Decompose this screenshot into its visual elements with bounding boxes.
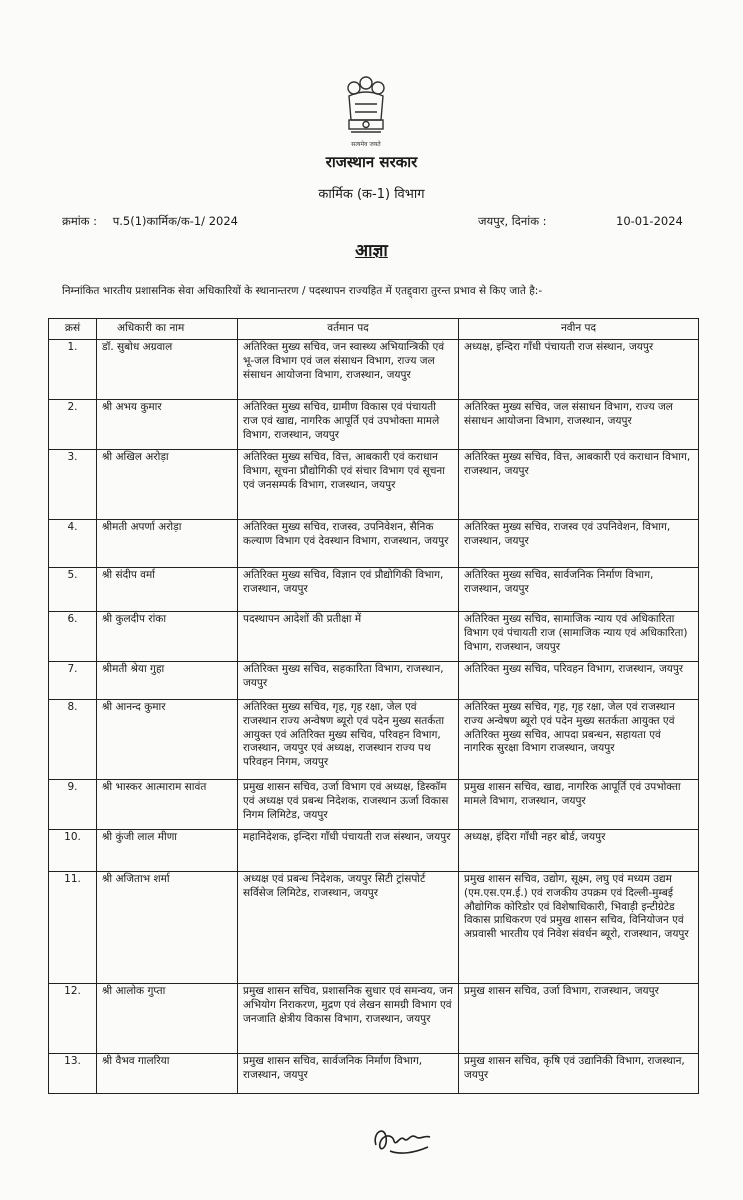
table-row (49, 829, 699, 871)
serial-number-cell: 7. (49, 661, 97, 699)
order-title: आज्ञा (355, 241, 388, 261)
serial-number-cell: 9. (49, 779, 97, 829)
officer-name-cell: श्रीमती श्रेया गुहा (97, 661, 238, 699)
current-post-cell: अतिरिक्त मुख्य सचिव, सहकारिता विभाग, राजस्थान, जयपुर (238, 661, 459, 699)
officer-name-cell: श्री आनन्द कुमार (97, 699, 238, 779)
transfer-table (48, 318, 699, 1094)
new-post-cell: अध्यक्ष, इंदिरा गाँधी नहर बोर्ड, जयपुर (459, 829, 699, 871)
new-post-cell: अतिरिक्त मुख्य सचिव, वित्त, आबकारी एवं कराधान विभाग, राजस्थान, जयपुर (459, 449, 699, 519)
serial-number-cell: 4. (49, 519, 97, 567)
current-post-cell: अध्यक्ष एवं प्रबन्ध निदेशक, जयपुर सिटी ट्रांसपोर्ट सर्विसेज लिमिटेड, राजस्थान, जयपुर (238, 871, 459, 983)
column-header-new-post: नवीन पद (459, 319, 699, 340)
svg-text:सत्यमेव जयते: सत्यमेव जयते (351, 141, 381, 148)
serial-number-cell: 2. (49, 399, 97, 449)
serial-number-cell: 6. (49, 611, 97, 661)
serial-number-cell: 13. (49, 1053, 97, 1093)
place-date-label: जयपुर, दिनांक : (478, 214, 547, 228)
officer-name-cell: श्रीमती अपर्णा अरोड़ा (97, 519, 238, 567)
serial-number-cell: 5. (49, 567, 97, 611)
new-post-cell: अध्यक्ष, इन्दिरा गाँधी पंचायती राज संस्थान, जयपुर (459, 339, 699, 399)
serial-number-cell: 3. (49, 449, 97, 519)
officer-name-cell: श्री वैभव गालरिया (97, 1053, 238, 1093)
table-row (49, 1053, 699, 1093)
state-emblem-icon (341, 74, 391, 152)
officer-name-cell: श्री अजिताभ शर्मा (97, 871, 238, 983)
column-header-officer-name: अधिकारी का नाम (97, 319, 238, 340)
new-post-cell: अतिरिक्त मुख्य सचिव, परिवहन विभाग, राजस्थान, जयपुर (459, 661, 699, 699)
table-row (49, 871, 699, 983)
current-post-cell: अतिरिक्त मुख्य सचिव, गृह, गृह रक्षा, जेल एवं राजस्थान राज्य अन्वेषण ब्यूरो एवं पदेन मुख्य सतर्कता आयुक्त एवं अतिरिक्त मुख्य सचिव, परिवहन विभाग, राजस्थान, जयपुर एवं अध्यक्ष, राजस्थान राज्य पथ परिवहन निगम, जयपुर (238, 699, 459, 779)
officer-name-cell: श्री कुलदीप रांका (97, 611, 238, 661)
officer-name-cell: श्री अभय कुमार (97, 399, 238, 449)
serial-number-cell: 10. (49, 829, 97, 871)
serial-number-cell: 8. (49, 699, 97, 779)
table-row (49, 661, 699, 699)
serial-number-cell: 12. (49, 983, 97, 1053)
new-post-cell: प्रमुख शासन सचिव, उद्योग, सूक्ष्म, लघु एवं मध्यम उद्यम (एम.एस.एम.ई.) एवं राजकीय उपक्रम एवं दिल्ली-मुम्बई औद्योगिक कोरिडोर एवं विशेषाधिकारी, भिवाड़ी इन्टीग्रेटेड विकास प्राधिकरण एवं प्रमुख शासन सचिव, विनियोजन एवं अप्रवासी भारतीय एवं निवेश संवर्धन ब्यूरो, राजस्थान, जयपुर (459, 871, 699, 983)
current-post-cell: प्रमुख शासन सचिव, उर्जा विभाग एवं अध्यक्ष, डिस्कॉम एवं अध्यक्ष एवं प्रबन्ध निदेशक, राजस्थान ऊर्जा विकास निगम लिमिटेड, जयपुर (238, 779, 459, 829)
new-post-cell: प्रमुख शासन सचिव, कृषि एवं उद्यानिकी विभाग, राजस्थान, जयपुर (459, 1053, 699, 1093)
column-header-serial: क्रसं (49, 319, 97, 340)
serial-number-cell: 11. (49, 871, 97, 983)
table-row (49, 779, 699, 829)
new-post-cell: प्रमुख शासन सचिव, उर्जा विभाग, राजस्थान, जयपुर (459, 983, 699, 1053)
government-name: राजस्थान सरकार (325, 153, 418, 171)
current-post-cell: अतिरिक्त मुख्य सचिव, जन स्वास्थ्य अभियान्त्रिकी एवं भू-जल विभाग एवं जल संसाधन विभाग, राज्य जल संसाधन आयोजना विभाग, राजस्थान, जयपुर (238, 339, 459, 399)
table-row (49, 983, 699, 1053)
current-post-cell: महानिदेशक, इन्दिरा गाँधी पंचायती राज संस्थान, जयपुर (238, 829, 459, 871)
officer-name-cell: श्री आलोक गुप्ता (97, 983, 238, 1053)
officer-name-cell: श्री भास्कर आत्माराम सावंत (97, 779, 238, 829)
new-post-cell: प्रमुख शासन सचिव, खाद्य, नागरिक आपूर्ति एवं उपभोक्ता मामले विभाग, राजस्थान, जयपुर (459, 779, 699, 829)
current-post-cell: अतिरिक्त मुख्य सचिव, वित्त, आबकारी एवं कराधान विभाग, सूचना प्रौद्योगिकी एवं संचार विभाग एवं सूचना एवं जनसम्पर्क विभाग, राजस्थान, जयपुर (238, 449, 459, 519)
signature (370, 1115, 440, 1160)
column-header-current-post: वर्तमान पद (238, 319, 459, 340)
serial-number-cell: 1. (49, 339, 97, 399)
current-post-cell: अतिरिक्त मुख्य सचिव, राजस्व, उपनिवेशन, सैनिक कल्याण विभाग एवं देवस्थान विभाग, राजस्थान, जयपुर (238, 519, 459, 567)
table-row (49, 519, 699, 567)
current-post-cell: प्रमुख शासन सचिव, प्रशासनिक सुधार एवं समन्वय, जन अभियोग निराकरण, मुद्रण एवं लेखन सामग्री विभाग एवं जनजाति क्षेत्रीय विकास विभाग, राजस्थान, जयपुर (238, 983, 459, 1053)
table-row (49, 699, 699, 779)
department-name: कार्मिक (क-1) विभाग (318, 187, 425, 202)
table-row (49, 449, 699, 519)
current-post-cell: अतिरिक्त मुख्य सचिव, ग्रामीण विकास एवं पंचायती राज एवं खाद्य, नागरिक आपूर्ति एवं उपभोक्ता मामले विभाग, राजस्थान, जयपुर (238, 399, 459, 449)
new-post-cell: अतिरिक्त मुख्य सचिव, गृह, गृह रक्षा, जेल एवं राजस्थान राज्य अन्वेषण ब्यूरो एवं पदेन मुख्य सतर्कता आयुक्त एवं अतिरिक्त मुख्य सचिव, आपदा प्रबन्धन, सहायता एवं नागरिक सुरक्षा विभाग राजस्थान, जयपुर (459, 699, 699, 779)
new-post-cell: अतिरिक्त मुख्य सचिव, सामाजिक न्याय एवं अधिकारिता विभाग एवं पंचायती राज (सामाजिक न्याय एवं अधिकारिता) विभाग, राजस्थान, जयपुर (459, 611, 699, 661)
officer-name-cell: डॉ. सुबोध अग्रवाल (97, 339, 238, 399)
table-row (49, 399, 699, 449)
new-post-cell: अतिरिक्त मुख्य सचिव, सार्वजनिक निर्माण विभाग, राजस्थान, जयपुर (459, 567, 699, 611)
current-post-cell: प्रमुख शासन सचिव, सार्वजनिक निर्माण विभाग, राजस्थान, जयपुर (238, 1053, 459, 1093)
order-date: 10-01-2024 (616, 214, 683, 228)
table-row (49, 339, 699, 399)
officer-name-cell: श्री कुंजी लाल मीणा (97, 829, 238, 871)
table-row (49, 567, 699, 611)
new-post-cell: अतिरिक्त मुख्य सचिव, राजस्व एवं उपनिवेशन, विभाग, राजस्थान, जयपुर (459, 519, 699, 567)
current-post-cell: पदस्थापन आदेशों की प्रतीक्षा में (238, 611, 459, 661)
officer-name-cell: श्री अखिल अरोड़ा (97, 449, 238, 519)
table-row (49, 611, 699, 661)
table-header-row (49, 319, 699, 340)
officer-name-cell: श्री संदीप वर्मा (97, 567, 238, 611)
reference-number: क्रमांक : प.5(1)कार्मिक/क-1/ 2024 (62, 214, 238, 228)
new-post-cell: अतिरिक्त मुख्य सचिव, जल संसाधन विभाग, राज्य जल संसाधन आयोजना विभाग, राजस्थान, जयपुर (459, 399, 699, 449)
current-post-cell: अतिरिक्त मुख्य सचिव, विज्ञान एवं प्रौद्योगिकी विभाग, राजस्थान, जयपुर (238, 567, 459, 611)
order-intro: निम्नांकित भारतीय प्रशासनिक सेवा अधिकारियों के स्थानान्तरण / पदस्थापन राज्यहित में एतद्द्वारा तुरन्त प्रभाव से किए जाते है:- (62, 285, 543, 297)
